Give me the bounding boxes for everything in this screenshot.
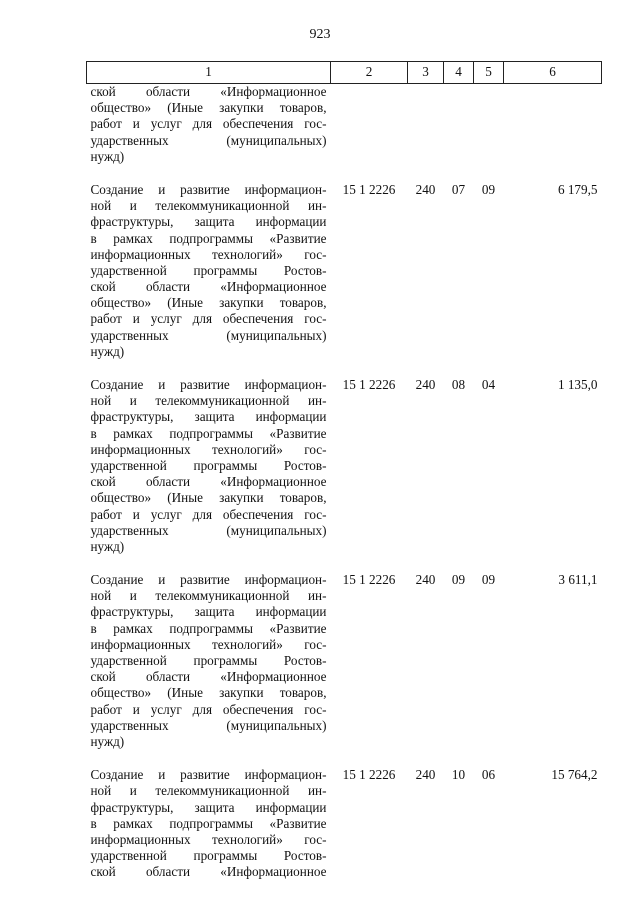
row-description <box>87 84 331 165</box>
description-line: общество» (Иные закупки товаров, <box>90 295 327 311</box>
description-line: работ и услуг для обеспечения гос- <box>90 701 327 717</box>
description-line: ной и телекоммуникационной ин- <box>90 783 327 799</box>
description-line: нужд) <box>90 733 125 749</box>
description-line: информационных технологий» гос- <box>90 636 327 652</box>
description-line: ударственной программы Ростов- <box>90 262 327 278</box>
description-line: в рамках подпрограммы «Развитие <box>90 230 327 246</box>
row-spacer <box>87 360 602 377</box>
expense-type-code <box>408 84 444 165</box>
description-line: ударственных (муниципальных) <box>90 717 327 733</box>
section-code: 08 <box>451 377 466 392</box>
row-description <box>87 572 331 750</box>
amount-value: 1 135,0 <box>557 377 598 392</box>
target-article-code: 15 1 2226 <box>342 767 396 783</box>
row-spacer <box>87 750 602 767</box>
description-line: ной и телекоммуникационной ин- <box>90 198 327 214</box>
section-code: 09 <box>451 572 466 588</box>
column-header: 1 <box>87 62 331 84</box>
description-line: ударственной программы Ростов- <box>90 457 327 473</box>
table-header-row <box>87 62 602 84</box>
column-header: 2 <box>331 62 408 84</box>
page-number: 923 <box>309 27 331 42</box>
description-line: в рамках подпрограммы «Развитие <box>90 620 327 636</box>
table-row <box>87 572 602 750</box>
table-row <box>87 182 602 360</box>
description-line: ской области «Информационное <box>90 474 327 490</box>
description-line: ударственных (муниципальных) <box>90 522 327 538</box>
table-row <box>87 84 602 165</box>
section-code: 07 <box>451 181 466 197</box>
row-spacer <box>87 165 602 182</box>
column-header: 6 <box>504 62 602 84</box>
description-line: нужд) <box>90 343 125 359</box>
expense-type-code: 240 <box>415 572 436 588</box>
description-line: Создание и развитие информацион- <box>90 181 327 197</box>
section-code <box>444 84 474 165</box>
expense-type-code: 240 <box>415 767 436 783</box>
table-row <box>87 767 602 880</box>
description-line: общество» (Иные закупки товаров, <box>90 685 327 701</box>
description-line: нужд) <box>90 538 125 554</box>
description-line: работ и услуг для обеспечения гос- <box>90 116 327 132</box>
subsection-code: 04 <box>481 377 496 392</box>
description-line: информационных технологий» гос- <box>90 441 327 457</box>
description-line: общество» (Иные закупки товаров, <box>90 100 327 116</box>
subsection-code <box>474 84 504 165</box>
description-line: фраструктуры, защита информации <box>90 409 327 425</box>
description-line: ской области «Информационное <box>90 84 327 99</box>
description-line: информационных технологий» гос- <box>90 831 327 847</box>
target-article-code <box>331 84 408 165</box>
description-line: Создание и развитие информацион- <box>90 767 327 783</box>
description-line: ской области «Информационное <box>90 279 327 295</box>
description-line: информационных технологий» гос- <box>90 246 327 262</box>
amount-value: 3 611,1 <box>558 572 598 588</box>
description-line: работ и услуг для обеспечения гос- <box>90 311 327 327</box>
row-spacer <box>87 555 602 572</box>
description-line: ской области «Информационное <box>90 864 327 880</box>
target-article-code: 15 1 2226 <box>342 181 396 197</box>
amount-value: 6 179,5 <box>557 181 598 197</box>
description-line: ной и телекоммуникационной ин- <box>90 393 327 409</box>
description-line: в рамках подпрограммы «Развитие <box>90 425 327 441</box>
description-line: Создание и развитие информацион- <box>90 572 327 588</box>
description-line: ской области «Информационное <box>90 669 327 685</box>
description-line: фраструктуры, защита информации <box>90 799 327 815</box>
expense-type-code: 240 <box>415 181 436 197</box>
table-row <box>87 377 602 555</box>
column-header: 3 <box>408 62 444 84</box>
section-code: 10 <box>451 767 466 783</box>
description-line: Создание и развитие информацион- <box>90 377 327 392</box>
target-article-code: 15 1 2226 <box>342 377 396 392</box>
description-line: ударственных (муниципальных) <box>90 327 327 343</box>
row-description <box>87 182 331 360</box>
amount-value <box>504 84 602 165</box>
subsection-code: 06 <box>481 767 496 783</box>
column-header: 4 <box>444 62 474 84</box>
row-description <box>87 767 331 880</box>
description-line: общество» (Иные закупки товаров, <box>90 490 327 506</box>
description-line: ударственной программы Ростов- <box>90 653 327 668</box>
description-line: нужд) <box>90 148 125 164</box>
amount-value: 15 764,2 <box>551 767 598 783</box>
row-description <box>87 377 331 555</box>
description-line: фраструктуры, защита информации <box>90 604 327 620</box>
description-line: ной и телекоммуникационной ин- <box>90 588 327 604</box>
description-line: ударственной программы Ростов- <box>90 848 327 864</box>
target-article-code: 15 1 2226 <box>342 572 396 588</box>
description-line: ударственных (муниципальных) <box>90 132 327 148</box>
description-line: в рамках подпрограммы «Развитие <box>90 815 327 831</box>
budget-table <box>86 61 602 880</box>
column-header: 5 <box>474 62 504 84</box>
description-line: работ и услуг для обеспечения гос- <box>90 506 327 522</box>
description-line: фраструктуры, защита информации <box>90 214 327 230</box>
subsection-code: 09 <box>481 572 496 588</box>
expense-type-code: 240 <box>415 377 436 392</box>
subsection-code: 09 <box>481 181 496 197</box>
table-body <box>87 84 602 881</box>
